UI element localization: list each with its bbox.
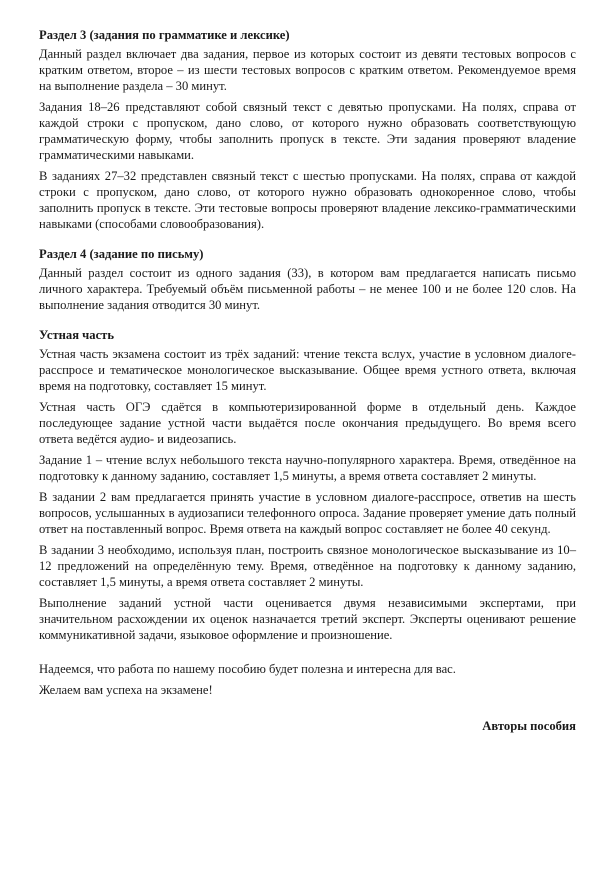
- signature: Авторы пособия: [482, 719, 576, 733]
- section-3: [39, 27, 576, 232]
- oral-paragraph: Выполнение заданий устной части оценивается двумя независимыми экспертами, при значительном расхождении их оценок назначается третий эксперт. Эксперты оценивают решение коммуникативной задачи, языковое оформление и произношение.: [39, 596, 576, 642]
- section-3-paragraph: Задания 18–26 представляют собой связный текст с девятью пропусками. На полях, справа от каждой строки с пропуском, дано слово, от которого нужно образовать соответствующую грамматическую форму, чтобы заполнить пропуск в тексте. Эти задания проверяют владение грамматическими навыками.: [39, 100, 576, 162]
- section-3-heading: Раздел 3 (задания по грамматике и лексике): [39, 28, 290, 42]
- section-4-heading: Раздел 4 (задание по письму): [39, 247, 204, 261]
- oral-paragraph: В задании 2 вам предлагается принять участие в условном диалоге-расспросе, ответив на шесть вопросов, услышанных в аудиозаписи телефонного опроса. Задание проверяет умение дать полный ответ на поставленный вопрос. Время ответа на каждый вопрос составляет не более 40 секунд.: [39, 490, 576, 536]
- closing-line-2: Желаем вам успеха на экзамене!: [39, 683, 213, 697]
- oral-section: [39, 327, 576, 643]
- oral-heading: Устная часть: [39, 328, 115, 342]
- section-3-paragraph: В заданиях 27–32 представлен связный текст с шестью пропусками. На полях, справа от каждой строки с пропуском, дано слово, от которого нужно образовать однокоренное слово, чтобы заполнить пропуск в тексте. Эти тестовые вопросы проверяют владение лексико-грамматическими навыками (способами словообразования).: [39, 169, 576, 231]
- section-3-paragraph: Данный раздел включает два задания, первое из которых состоит из девяти тестовых вопросов с кратким ответом, второе – из шести тестовых вопросов с кратким ответом. Рекомендуемое время на выполнение раздела – 30 минут.: [39, 47, 576, 93]
- oral-paragraph: Устная часть ОГЭ сдаётся в компьютеризированной форме в отдельный день. Каждое последующее задание устной части выдаётся после окончания предыдущего. Во время всего ответа ведётся аудио- и видеозапись.: [39, 400, 576, 446]
- closing-line-1: Надеемся, что работа по нашему пособию будет полезна и интересна для вас.: [39, 662, 456, 676]
- oral-paragraph: Задание 1 – чтение вслух небольшого текста научно-популярного характера. Время, отведённое на подготовку к данному заданию, составляет 1,5 минуты, а время ответа составляет 2 минуты.: [39, 453, 576, 483]
- section-4: [39, 246, 576, 313]
- section-4-paragraph: Данный раздел состоит из одного задания (33), в котором вам предлагается написать письмо личного характера. Требуемый объём письменной работы – не менее 100 и не более 120 слов. На выполнение задания отводится 30 минут.: [39, 266, 576, 312]
- oral-paragraph: В задании 3 необходимо, используя план, построить связное монологическое высказывание из 10–12 предложений на определённую тему. Время, отведённое на подготовку к данному заданию, составляет 1,5 минуты, а время ответа составляет 2 минуты.: [39, 543, 576, 589]
- oral-paragraph: Устная часть экзамена состоит из трёх заданий: чтение текста вслух, участие в условном диалоге-расспросе и тематическое монологическое высказывание. Общее время устного ответа, включая время на подготовку, составляет 15 минут.: [39, 347, 576, 393]
- closing: [39, 661, 576, 734]
- document-page: [39, 27, 576, 734]
